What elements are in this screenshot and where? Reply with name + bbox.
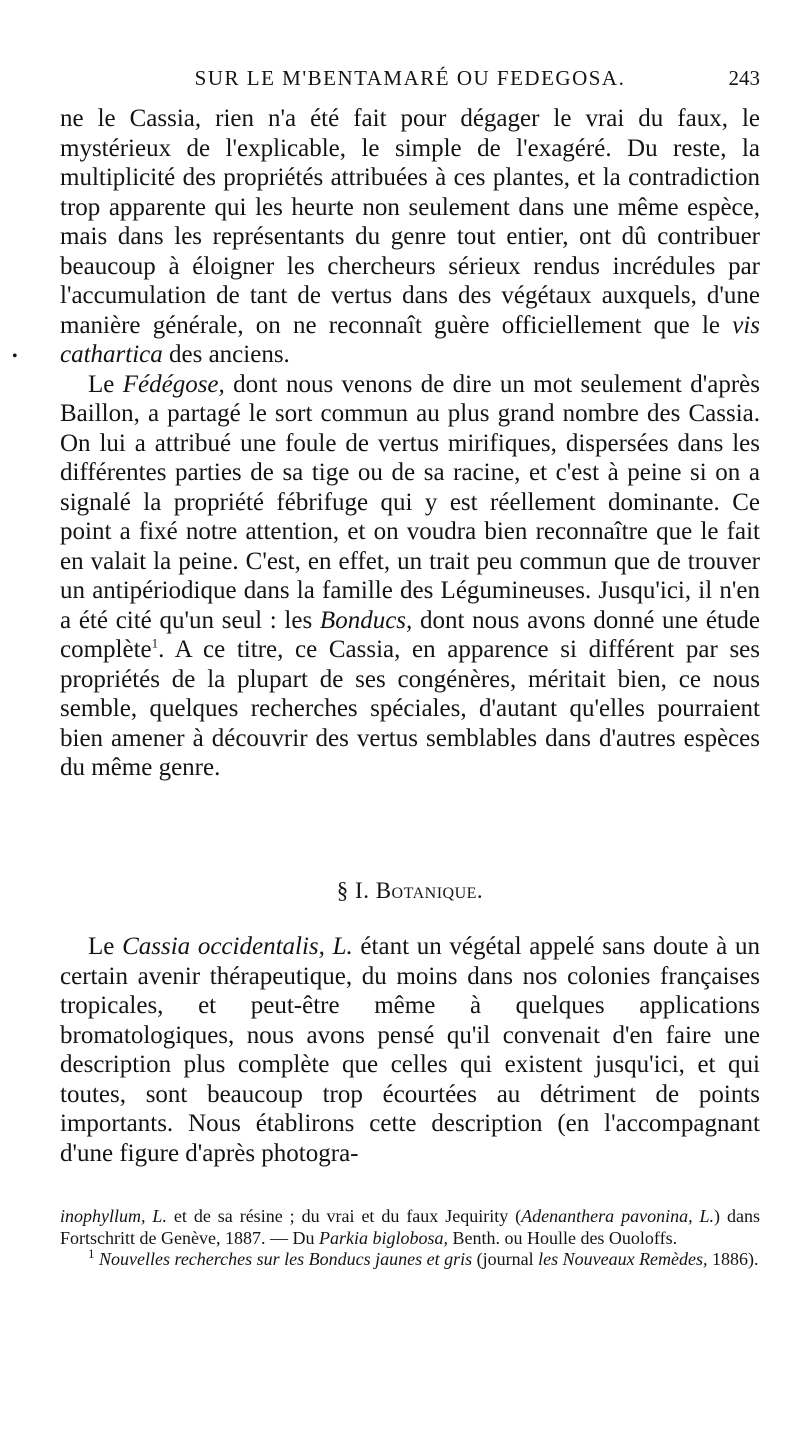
- fn0-text-1: et de sa résine ; du vrai et du faux Jequirity (: [166, 1206, 522, 1226]
- fn1-text-2: 1886).: [707, 1249, 759, 1269]
- para3-italic-cassia-occidentalis: Cassia occidentalis, L.: [122, 933, 353, 960]
- para3-text-2: étant un végétal appelé sans doute à un certain avenir thérapeutique, du moins dans nos colonies françaises tropicales, et peut-être même à quelques applications bromatologiques, nous avons pensé qu'il convenait d'en faire une description plus complète que celles qui existent jusqu'ici, et qui toutes, sont beaucoup trop écourtées au détriment de points importants. Nous établirons cette description (en l'accompagnant d'une figure d'après photogra-: [60, 933, 760, 1167]
- footnote-1-marker: 1: [88, 1246, 95, 1261]
- running-title: SUR LE M'BENTAMARÉ OU FEDEGOSA.: [194, 66, 626, 90]
- para3-text-1: Le: [88, 933, 123, 960]
- fn0-italic-3: Parkia biglobosa,: [318, 1227, 448, 1248]
- para2-italic-fedegose: Fédégose,: [122, 370, 225, 398]
- margin-bullet-mark: •: [12, 348, 18, 365]
- para1-text-1: ne le Cassia, rien n'a été fait pour dégager le vrai du faux, le mystérieux de l'explicable, le simple de l'exagéré. Du reste, la multiplicité des propriétés attribuées à ces plantes, et la contradiction trop apparente qui les heurte non seulement dans une même espèce, mais dans les représentants du genre tout entier, ont dû contribuer beaucoup à éloigner les chercheurs sérieux rendus incrédules par l'accumulation de tant de vertus dans des végétaux auxquels, d'une manière générale, on ne reconnaît guère officiellement que le: [60, 105, 760, 339]
- para2-text-2: dont nous venons de dire un mot seulement d'après Baillon, a partagé le sort commun au plus grand nombre des Cassia. On lui a attribué une foule de vertus mirifiques, dispersées dans les différentes parties de sa tige ou de sa racine, et c'est à peine si on a signalé la propriété fébrifuge qui y est réellement dominante. Ce point a fixé notre attention, et on voudra bien reconnaître que le fait en valait la peine. C'est, en effet, un trait peu commun que de trouver un antipériodique dans la famille des Légumineuses. Jusqu'ici, il n'en a été cité qu'un seul : les: [60, 370, 760, 634]
- footnote-continued: [60, 1206, 760, 1249]
- paragraph-1: [60, 104, 760, 370]
- para1-text-2: des anciens.: [162, 341, 290, 368]
- footnote-ref-1[interactable]: 1: [151, 635, 159, 651]
- fn1-text-1: (journal: [472, 1249, 539, 1269]
- para2-text-3: dont nous avons donné une étude complète: [60, 606, 760, 663]
- fn0-italic-2: Adenanthera pavonina, L.: [521, 1206, 715, 1226]
- para2-text-4: . A ce titre, ce Cassia, en apparence si différent par ses propriétés de la plupart de ses congénères, méritait bien, ce nous semble, quelques recherches spéciales, d'autant qu'elles pourraient bien amener à découvrir des vertus semblables dans d'autres espèces du même genre.: [60, 636, 760, 781]
- para1-italic-vis-cathartica: vis cathartica: [60, 311, 760, 368]
- body-text-bottom: [60, 932, 760, 1168]
- section-mark: § I.: [336, 878, 370, 903]
- paragraph-3: [60, 932, 760, 1168]
- para2-text-1: Le: [88, 370, 123, 398]
- section-heading: [60, 878, 760, 904]
- page-number: 243: [728, 66, 760, 90]
- fn1-italic-2: les Nouveaux Remèdes,: [538, 1249, 708, 1269]
- body-text-top: [60, 104, 760, 783]
- fn1-italic-1: Nouvelles recherches sur les Bonducs jaunes et gris: [99, 1249, 473, 1269]
- footnote-1: [60, 1246, 760, 1271]
- paragraph-2: [60, 370, 760, 783]
- section-title: Botanique.: [375, 878, 484, 903]
- para2-italic-bonducs: Bonducs,: [319, 606, 413, 634]
- fn0-text-3: Benth. ou Houlle des Ouoloffs.: [447, 1227, 678, 1248]
- fn0-text-2: ) dans Fortschritt de Genève, 1887. — Du: [60, 1206, 760, 1248]
- fn0-italic-1: inophyllum, L.: [60, 1206, 167, 1226]
- footnotes: [60, 1206, 760, 1271]
- page-header: [60, 66, 760, 102]
